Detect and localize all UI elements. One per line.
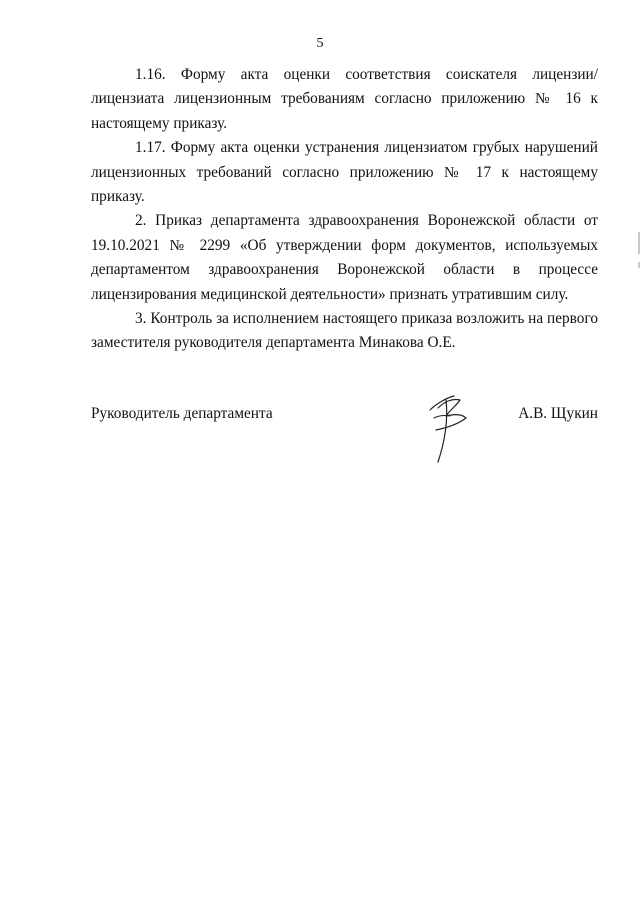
signatory-name: А.В. Щукин (518, 405, 598, 422)
document-body (91, 63, 598, 356)
paragraph-1-17: 1.17. Форму акта оценки устранения лицензиатом грубых нарушений лицензионных требований согласно приложению № 17 к настоящему приказу. (91, 139, 598, 206)
signatory-title: Руководитель департамента (91, 405, 273, 422)
handwritten-signature (416, 388, 476, 468)
paragraph-2: 2. Приказ департамента здравоохранения Воронежской области от 19.10.2021 № 2299 «Об утверждении форм документов, используемых департаментом здравоохранения Воронежской области в процессе лицензирования медицинской деятельности» признать утратившим силу. (91, 212, 598, 303)
page-number: 5 (316, 36, 324, 51)
paragraph-1-16: 1.16. Форму акта оценки соответствия соискателя лицензии/лицензиата лицензионным требованиям согласно приложению № 16 к настоящему приказу. (91, 66, 598, 132)
paragraph-3: 3. Контроль за исполнением настоящего приказа возложить на первого заместителя руководителя департамента Минакова О.Е. (91, 310, 598, 352)
